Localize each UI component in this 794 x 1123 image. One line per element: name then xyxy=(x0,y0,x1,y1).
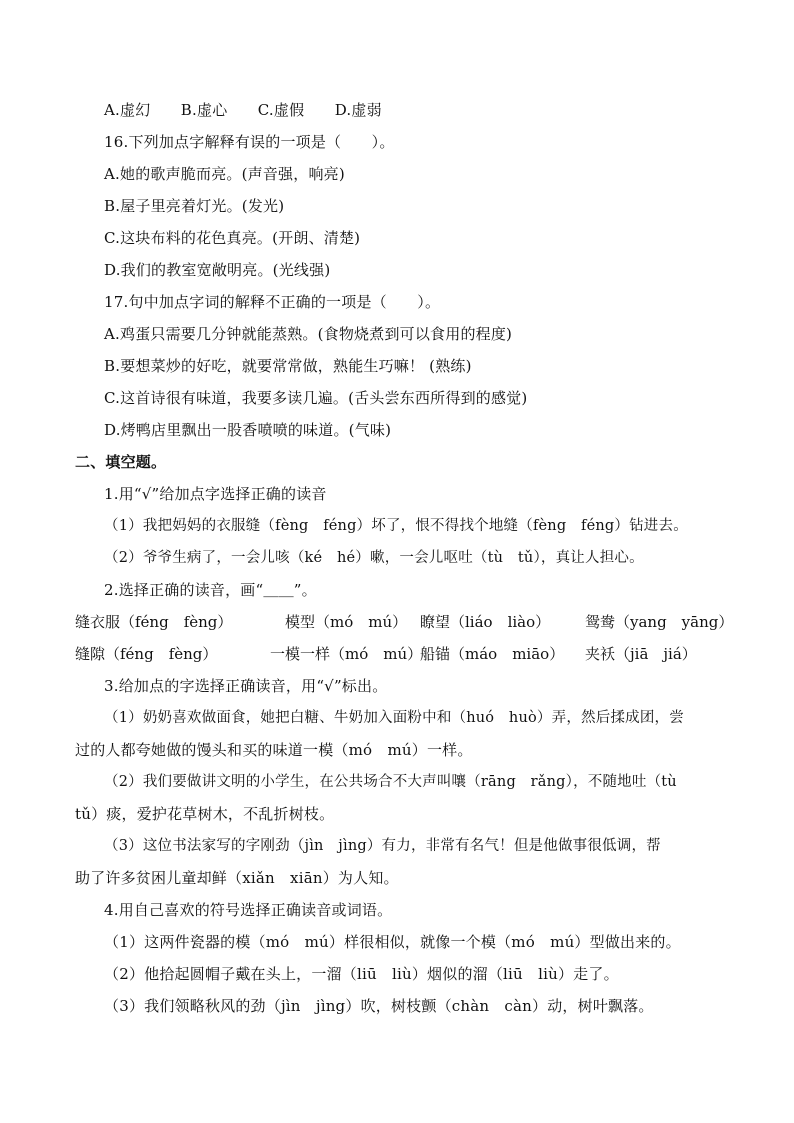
fill-q3-item1-line2: 过的人都夸她做的馒头和买的味道一模（mó mú）一样。 xyxy=(75,741,473,759)
fill-q3-item3-line2: 助了许多贫困儿童却鲜（xiǎn xiān）为人知。 xyxy=(75,869,399,887)
fill-q3-item3-line1: （3）这位书法家写的字刚劲（jìn jìng）有力，非常有名气！但是他做事很低调，帮 xyxy=(104,838,661,854)
q16-option-a: A.她的歌声脆而亮。(声音强，响亮) xyxy=(104,165,345,183)
fill-q3-item1-line1: （1）奶奶喜欢做面食，她把白糖、牛奶加入面粉中和（huó huò）弄，然后揉成团，尝 xyxy=(104,710,684,726)
grid-r2-c3: 船锚（máo miāo） xyxy=(420,645,565,663)
q17-option-b: B.要想菜炒的好吃，就要常常做，熟能生巧嘛！ (熟练) xyxy=(104,357,472,375)
section-heading-fill-in: 二、填空题。 xyxy=(75,453,167,471)
fill-q1-item2: （2）爷爷生病了，一会儿咳（ké hé）嗽，一会儿呕吐（tù tǔ），真让人担心。 xyxy=(104,550,644,566)
fill-q2-stem: 2.选择正确的读音，画“＿＿”。 xyxy=(104,581,317,599)
q16-option-b: B.屋子里亮着灯光。(发光) xyxy=(104,197,285,215)
fill-q1-stem: 1.用“√”给加点字选择正确的读音 xyxy=(104,485,327,503)
grid-r1-c1: 缝衣服（féng fèng） xyxy=(75,613,233,631)
grid-r2-c2: 一模一样（mó mú） xyxy=(270,645,423,663)
fill-q4-item3: （3）我们领略秋风的劲（jìn jìng）吹，树枝颤（chàn càn）动，树叶飘落。 xyxy=(104,997,654,1015)
grid-r2-c4: 夹袄（jiā jiá） xyxy=(585,645,697,663)
q17-stem: 17.句中加点字词的解释不正确的一项是（ ）。 xyxy=(104,293,441,311)
fill-q3-item2-line1: （2）我们要做讲文明的小学生，在公共场合不大声叫嚷（rāng rǎng），不随地吐（tù xyxy=(104,774,677,790)
grid-r2-c1: 缝隙（féng fèng） xyxy=(75,645,218,663)
fill-q4-stem: 4.用自己喜欢的符号选择正确读音或词语。 xyxy=(104,901,393,919)
fill-q4-item2: （2）他拾起圆帽子戴在头上，一溜（liū liù）烟似的溜（liū liù）走了。 xyxy=(104,965,619,983)
fill-q3-item2-line2: tǔ）痰，爱护花草树木，不乱折树枝。 xyxy=(75,805,335,823)
q16-option-c: C.这块布料的花色真亮。(开朗、清楚) xyxy=(104,229,361,247)
grid-r1-c3: 瞭望（liáo liào） xyxy=(420,613,551,631)
q16-stem: 16.下列加点字解释有误的一项是（ ）。 xyxy=(104,133,395,151)
q17-option-a: A.鸡蛋只需要几分钟就能蒸熟。(食物烧煮到可以食用的程度) xyxy=(104,325,513,343)
q17-option-d: D.烤鸭店里飘出一股香喷喷的味道。(气味) xyxy=(104,421,392,439)
q16-option-d: D.我们的教室宽敞明亮。(光线强) xyxy=(104,261,331,279)
fill-q1-item1: （1）我把妈妈的衣服缝（fèng féng）坏了，恨不得找个地缝（fèng féng）钻进去。 xyxy=(104,518,688,534)
fill-q3-stem: 3.给加点的字选择正确读音，用“√”标出。 xyxy=(104,677,388,695)
grid-r1-c2: 模型（mó mú） xyxy=(285,613,408,631)
grid-r1-c4: 鸳鸯（yang yāng） xyxy=(585,613,734,631)
q17-option-c: C.这首诗很有味道，我要多读几遍。(舌头尝东西所得到的感觉) xyxy=(104,389,528,407)
q15-options: A.虚幻 B.虚心 C.虚假 D.虚弱 xyxy=(104,101,382,119)
fill-q4-item1: （1）这两件瓷器的模（mó mú）样很相似，就像一个模（mó mú）型做出来的。 xyxy=(104,933,681,951)
